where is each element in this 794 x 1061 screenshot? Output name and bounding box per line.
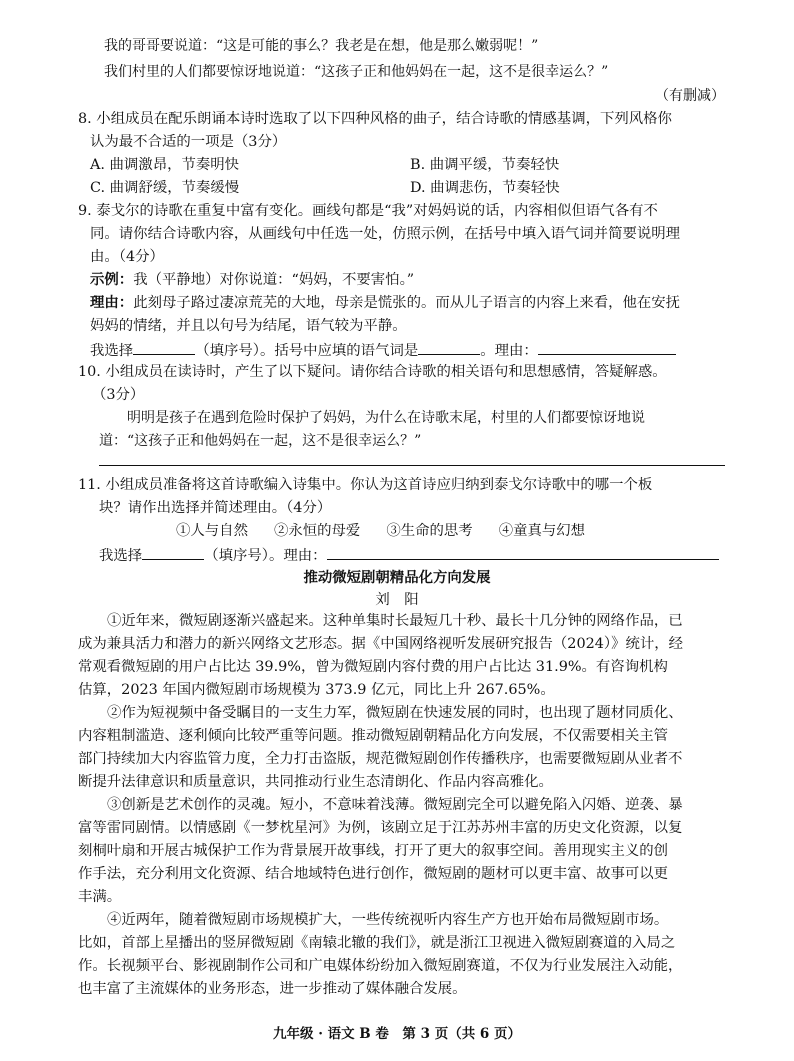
q11-number-blank[interactable] xyxy=(142,544,204,560)
q11-choices xyxy=(176,521,611,541)
q10-quote-line: 道：“这孩子正和他妈妈在一起，这不是很幸运么？” xyxy=(99,433,422,449)
q9-number-blank[interactable] xyxy=(133,339,195,355)
q9-reason-text: 此刻母子路过凄凉荒芜的大地，母亲是慌张的。而从儿子语言的内容上来看，他在安抚 xyxy=(133,295,681,311)
q9-reason-text: 妈妈的情绪，并且以句号为结尾，语气较为平静。 xyxy=(90,318,407,334)
q10-quote-line: 明明是孩子在遇到危险时保护了妈妈，为什么在诗歌末尾，村里的人们都要惊讶地说 xyxy=(127,410,645,426)
poem-line: 我的哥哥要说道：“这是可能的事么？我老是在想，他是那么嫩弱呢！” xyxy=(104,38,539,54)
q11-answer-suffix: （填序号）。理由： xyxy=(204,548,327,564)
q9-stem-line: 由。（4分） xyxy=(90,249,164,265)
q9-reason-label: 理由： xyxy=(90,294,134,311)
q11-choice: ③生命的思考 xyxy=(386,523,473,539)
article-line: 刻桐叶扇和开展古城保护工作为背景展开故事线，打开了更大的叙事空间。善用现实主义的创 xyxy=(78,843,669,859)
article-line: 也丰富了主流媒体的业务形态，进一步推动了媒体融合发展。 xyxy=(78,981,467,997)
article-line: 丰满。 xyxy=(78,889,122,905)
q11-choice: ①人与自然 xyxy=(176,523,248,539)
article-line: ②作为短视频中备受瞩目的一支生力军，微短剧在快速发展的同时，也出现了题材同质化、 xyxy=(107,705,683,721)
q11-answer-prefix: 我选择 xyxy=(99,548,143,564)
page-footer: 九年级 · 语文 B 卷 第 3 页（共 6 页） xyxy=(273,1026,521,1042)
q9-example xyxy=(90,270,414,290)
article-author: 刘 阳 xyxy=(375,592,419,608)
q9-answer-line xyxy=(90,339,676,361)
q11-stem-line: 块？请作出选择并简述理由。（4分） xyxy=(99,500,332,516)
article-line: 常观看微短剧的用户占比达 39.9%，曾为微短剧内容付费的用户占比达 31.9%。有咨询机构 xyxy=(78,659,668,675)
article-line: 内容粗制滥造、逐利倾向比较严重等问题。推动微短剧朝精品化方向发展，不仅需要相关主管 xyxy=(78,728,669,744)
q9-answer-suffix: 。理由： xyxy=(480,343,538,359)
article-line: 部门持续加大内容监管力度，全力打击盗版，规范微短剧创作传播秩序，也需要微短剧从业者不 xyxy=(78,751,683,767)
q11-answer-line xyxy=(99,544,719,566)
q9-tone-word-blank[interactable] xyxy=(418,339,480,355)
q11-choice: ②永恒的母爱 xyxy=(273,523,361,539)
q9-answer-mid: （填序号）。括号中应填的语气词是 xyxy=(195,343,419,359)
article-line: 估算，2023 年国内微短剧市场规模为 373.9 亿元，同比上升 267.65%。 xyxy=(78,682,555,698)
article-line: 富等雷同剧情。以情感剧《一梦枕星河》为例，该剧立足于江苏苏州丰富的历史文化资源，以复 xyxy=(78,820,683,836)
q8-option-a: A. 曲调激昂，节奏明快 xyxy=(90,157,240,173)
q9-stem-line: 同。请你结合诗歌内容，从画线句中任选一处，仿照示例，在括号中填入语气词并简要说明理 xyxy=(90,226,681,242)
q11-stem-line: 11. 小组成员准备将这首诗歌编入诗集中。你认为这首诗应归纳到泰戈尔诗歌中的哪一个板 xyxy=(78,477,653,493)
article-line: 断提升法律意识和质量意识，共同推动行业生态清朗化、作品内容高雅化。 xyxy=(78,774,553,790)
q10-answer-line[interactable] xyxy=(99,465,725,466)
article-title: 推动微短剧朝精品化方向发展 xyxy=(303,569,491,586)
q11-choice: ④童真与幻想 xyxy=(498,523,586,539)
article-line: ④近两年，随着微短剧市场规模扩大，一些传统视听内容生产方也开始布局微短剧市场。 xyxy=(107,912,669,928)
q9-answer-prefix: 我选择 xyxy=(90,343,134,359)
article-line: 比如，首部上星播出的竖屏微短剧《南辕北辙的我们》，就是浙江卫视进入微短剧赛道的入局之 xyxy=(78,935,676,951)
q8-option-d: D. 曲调悲伤，节奏轻快 xyxy=(410,180,560,196)
q8-option-b: B. 曲调平缓，节奏轻快 xyxy=(410,157,560,173)
q11-reason-blank[interactable] xyxy=(327,544,719,560)
q8-stem-line: 8. 小组成员在配乐朗诵本诗时选取了以下四种风格的曲子，结合诗歌的情感基调，下列风格你 xyxy=(78,111,672,127)
q10-stem-line: （3分） xyxy=(92,387,145,403)
q9-reason-blank[interactable] xyxy=(538,339,676,355)
article-line: ①近年来，微短剧逐渐兴盛起来。这种单集时长最短几十秒、最长十几分钟的网络作品，已 xyxy=(107,613,683,629)
q10-stem-line: 10. 小组成员在读诗时，产生了以下疑问。请你结合诗歌的相关语句和思想感情，答疑解惑。 xyxy=(78,364,667,380)
q9-example-label: 示例： xyxy=(90,271,134,288)
article-line: 作。长视频平台、影视剧制作公司和广电媒体纷纷加入微短剧赛道，不仅为行业发展注入动能， xyxy=(78,958,683,974)
article-line: 作手法，充分利用文化资源、结合地域特色进行创作，微短剧的题材可以更丰富、故事可以更 xyxy=(78,866,669,882)
article-line: ③创新是艺术创作的灵魂。短小，不意味着浅薄。微短剧完全可以避免陷入闪婚、逆袭、暴 xyxy=(107,797,683,813)
q8-stem-line: 认为最不合适的一项是（3分） xyxy=(90,134,287,150)
poem-line: 我们村里的人们都要惊讶地说道：“这孩子正和他妈妈在一起，这不是很幸运么？” xyxy=(104,64,609,80)
q9-stem-line: 9. 泰戈尔的诗歌在重复中富有变化。画线句都是“我”对妈妈说的话，内容相似但语气各有不 xyxy=(78,203,658,219)
article-line: 成为兼具活力和潜力的新兴网络文艺形态。据《中国网络视听发展研究报告（2024）》统计，经 xyxy=(78,636,684,652)
q8-option-c: C. 曲调舒缓，节奏缓慢 xyxy=(90,180,240,196)
abridged-note: （有删减） xyxy=(655,88,725,104)
q9-reason xyxy=(90,293,680,313)
q9-example-text: 我（平静地）对你说道：“妈妈，不要害怕。” xyxy=(133,272,415,288)
